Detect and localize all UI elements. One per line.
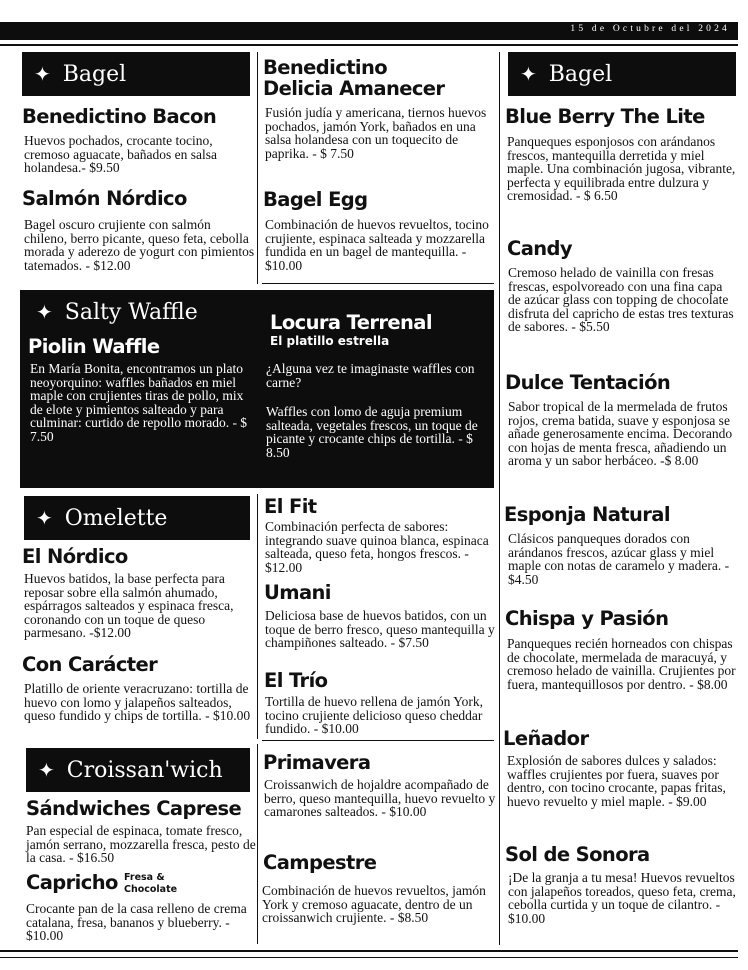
item-desc-con-caracter: Platillo de oriente veracruzano: tortilla de huevo con lomo y jalapeños salteados, queso fundido y chips de tortilla. - $10.00 [24, 681, 251, 723]
item-title-dulce-tentacion: Dulce Tentación [505, 371, 671, 394]
four-point-star-icon: ✦ [38, 758, 55, 782]
column-divider-left-croissant [257, 744, 258, 944]
footer-rule-2 [0, 957, 738, 958]
item-desc-el-fit: Combinación perfecta de sabores: integrando suave quinoa blanca, espinaca salteada, queso feta, hongos frescos. - $12.00 [265, 519, 489, 575]
item-desc-salmon-nordico: Bagel oscuro crujiente con salmón chileno, berro picante, queso feta, cebolla morada y aderezo de yogurt con pimientos tatemados. - $12.00 [24, 217, 255, 273]
four-point-star-icon: ✦ [36, 506, 53, 530]
item-title-chispa-pasion: Chispa y Pasión [505, 607, 669, 630]
item-desc-dulce-tentacion: Sabor tropical de la mermelada de frutos rojos, crema batida, suave y esponjosa se añade generosamente encima. Decorando con hojas de menta fresca, añadiendo un aroma y un sabor herbáceo. -$ 8.00 [508, 399, 733, 468]
section-title: Omelette [64, 505, 168, 531]
item-title-el-nordico: El Nórdico [22, 545, 128, 568]
item-desc-bagel-egg: Combinación de huevos revueltos, tocino crujiente, espinaca salteada y mozzarella fundida en un bagel de mantequilla. - $10.00 [265, 217, 489, 273]
item-title-locura-terrenal: Locura Terrenal [270, 311, 432, 334]
item-desc-locura-terrenal-1: ¿Alguna vez te imaginaste waffles con carne? [266, 361, 475, 390]
item-title-benedictino-amanecer-1: Benedictino [263, 56, 388, 79]
footer-rule-1 [0, 950, 738, 952]
item-title-sandwiches-caprese: Sándwiches Caprese [26, 797, 242, 820]
rule-after-el-trio [262, 740, 494, 741]
section-header-omelette [24, 496, 250, 540]
item-title-campestre: Campestre [263, 851, 377, 874]
item-title-candy: Candy [507, 237, 573, 260]
section-header-bagel-right [508, 52, 736, 96]
item-title-el-fit: El Fit [264, 495, 317, 518]
section-header-bagel [22, 52, 250, 96]
item-desc-umani: Deliciosa base de huevos batidos, con un toque de berro fresco, queso mantequilla y champiñones salteado. - $7.50 [265, 608, 495, 650]
item-desc-locura-terrenal-2: Waffles con lomo de aguja premium salteada, vegetales frescos, un toque de picante y crocante chips de tortilla. - $ 8.50 [266, 404, 478, 460]
four-point-star-icon: ✦ [520, 62, 537, 86]
item-desc-el-nordico: Huevos batidos, la base perfecta para reposar sobre ella salmón ahumado, espárragos salteados y espinaca fresca, coronando con un toque de queso parmesano. -$12.00 [24, 571, 234, 640]
item-desc-benedictino-bacon: Huevos pochados, crocante tocino, cremoso aguacate, bañados en salsa holandesa.- $9.50 [24, 133, 218, 175]
section-title: Croissan'wich [66, 757, 223, 783]
item-desc-chispa-pasion: Panqueques recién horneados con chispas de chocolate, mermelada de maracuyá, y cremoso helado de vainilla. Crujientes por fuera, mantequillosos por dentro. - $8.00 [507, 636, 736, 692]
item-subtitle-capricho-1: Fresa & [124, 872, 165, 883]
item-subtitle-locura-terrenal: El platillo estrella [270, 334, 390, 348]
item-desc-lenador: Explosión de sabores dulces y salados: waffles crujientes por fuera, suaves por dentro, con tocino crocante, papas fritas, huevo revuelto y miel maple. - $9.00 [507, 753, 726, 809]
item-title-capricho: Capricho [26, 871, 118, 894]
item-title-sol-sonora: Sol de Sonora [505, 843, 650, 866]
item-title-piolin-waffle: Piolin Waffle [28, 335, 160, 358]
item-title-lenador: Leñador [503, 727, 589, 750]
item-desc-sol-sonora: ¡De la granja a tu mesa! Huevos revueltos con jalapeños toreados, queso feta, crema, cebolla curtida y un toque de cilantro. - $10.00 [508, 870, 736, 926]
item-title-blue-berry: Blue Berry The Lite [505, 105, 705, 128]
four-point-star-icon: ✦ [36, 300, 53, 324]
item-title-esponja-natural: Esponja Natural [504, 503, 670, 526]
item-desc-capricho: Crocante pan de la casa relleno de crema catalana, fresa, bananos y blueberry. - $10.00 [26, 901, 247, 943]
item-title-bagel-egg: Bagel Egg [263, 188, 368, 211]
item-desc-campestre: Combinación de huevos revueltos, jamón York y cremoso aguacate, dentro de un croissanwich crujiente. - $8.50 [262, 883, 486, 925]
item-desc-candy: Cremoso helado de vainilla con fresas frescas, espolvoreado con una fina capa de azúcar glass con topping de chocolate disfruta del capricho de estas tres texturas de sabores. - $5.50 [508, 265, 734, 334]
header-rule [0, 44, 738, 46]
date-label: 15 de Octubre del 2024 [570, 24, 730, 34]
item-title-salmon-nordico: Salmón Nórdico [22, 187, 187, 210]
item-desc-blue-berry: Panqueques esponjosos con arándanos frescos, mantequilla derretida y miel maple. Una combinación jugosa, vibrante, perfecta y equilibrada entre dulzura y cremosidad. - $ 6.50 [507, 134, 736, 203]
item-subtitle-capricho-2: Chocolate [124, 884, 178, 895]
item-desc-primavera: Croissanwich de hojaldre acompañado de berro, queso mantequilla, huevo revuelto y camarones salteados. - $10.00 [264, 777, 496, 819]
item-desc-sandwiches-caprese: Pan especial de espinaca, tomate fresco, jamón serrano, mozzarella fresca, pesto de la casa. - $16.50 [26, 823, 256, 865]
section-title: Salty Waffle [64, 299, 198, 325]
item-desc-esponja-natural: Clásicos panqueques dorados con arándanos frescos, azúcar glass y miel maple con notas de caramelo y madera. - $4.50 [508, 531, 730, 587]
item-title-benedictino-amanecer-2: Delicia Amanecer [263, 77, 445, 100]
item-desc-benedictino-amanecer: Fusión judía y americana, tiernos huevos pochados, jamón York, bañados en una salsa holandesa con un toquecito de paprika. - $ 7.50 [265, 105, 487, 161]
item-title-primavera: Primavera [263, 751, 371, 774]
item-title-con-caracter: Con Carácter [22, 653, 158, 676]
item-desc-piolin-waffle: En María Bonita, encontramos un plato neoyorquino: waffles bañados en miel maple con crujientes tiras de pollo, mix de elote y pimientos salteado y para culminar: curtido de repollo morado. - $ 7.50 [30, 361, 248, 444]
item-title-benedictino-bacon: Benedictino Bacon [22, 105, 217, 128]
item-title-el-trio: El Trío [264, 669, 328, 692]
section-title: Bagel [548, 61, 613, 87]
four-point-star-icon: ✦ [34, 62, 51, 86]
column-divider-right [499, 52, 500, 945]
column-divider-left-bagel [257, 52, 258, 284]
section-header-croissanwich [26, 748, 250, 792]
rule-after-bagel-egg [262, 283, 494, 284]
item-desc-el-trio: Tortilla de huevo rellena de jamón York, tocino crujiente delicioso queso cheddar fundido. - $10.00 [265, 694, 484, 736]
item-title-umani: Umani [264, 581, 331, 604]
section-header-salty-waffle [26, 294, 256, 330]
column-divider-left-omelette [257, 494, 258, 739]
section-title: Bagel [62, 61, 127, 87]
